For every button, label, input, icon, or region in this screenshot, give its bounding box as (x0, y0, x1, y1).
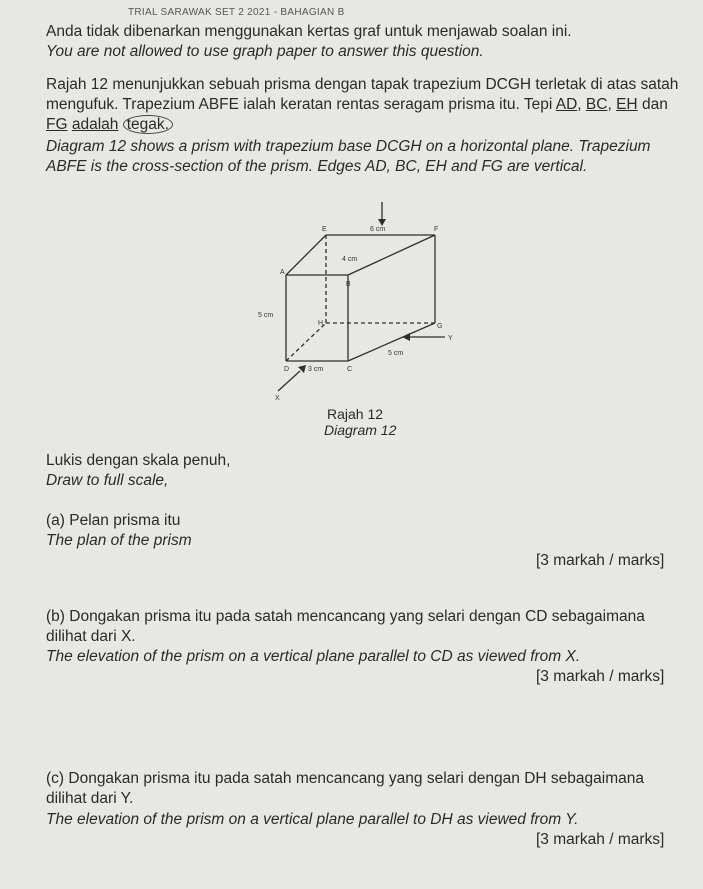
question-malay-line3: FG adalah tegak. (46, 115, 173, 135)
part-c-marks: [3 markah / marks] (536, 831, 665, 848)
label-c: C (347, 366, 353, 373)
question-english-line2: ABFE is the cross-section of the prism. Edges AD, BC, EH and FG are vertical. (46, 158, 588, 175)
question-malay-line2: mengufuk. Trapezium ABFE ialah keratan rentas seragam prisma itu. Tepi AD, BC, EH dan (46, 96, 668, 113)
label-g: G (437, 323, 443, 330)
circled-tegak: tegak. (123, 115, 173, 134)
diagram-caption-malay: Rajah 12 (327, 406, 384, 422)
prism-diagram (240, 195, 480, 410)
arrow-x-line (278, 371, 300, 391)
part-b-marks: [3 markah / marks] (536, 668, 665, 685)
label-d: D (284, 366, 290, 373)
part-a-english: The plan of the prism (46, 532, 192, 549)
label-y: Y (448, 335, 453, 342)
label-a: A (280, 269, 285, 276)
dim-cg: 5 cm (388, 350, 404, 357)
edge-dh (286, 323, 326, 361)
part-b-malay-line2: dilihat dari X. (46, 628, 136, 645)
part-c-malay-line1: (c) Dongakan prisma itu pada satah mencancang yang selari dengan DH sebagaimana (46, 770, 644, 787)
edge-bf (348, 235, 435, 275)
dim-ef: 6 cm (370, 226, 386, 233)
part-a-malay: (a) Pelan prisma itu (46, 512, 181, 529)
question-english-line1: Diagram 12 shows a prism with trapezium base DCGH on a horizontal plane. Trapezium (46, 138, 651, 155)
edge-fg: FG (46, 116, 68, 133)
arrow-top-head (378, 219, 386, 226)
label-x: X (275, 395, 280, 402)
edge-ad: AD (555, 96, 578, 113)
part-a-marks: [3 markah / marks] (536, 552, 665, 569)
instruction-malay: Anda tidak dibenarkan menggunakan kertas graf untuk menjawab soalan ini. (46, 23, 572, 40)
draw-instruction-english: Draw to full scale, (46, 472, 169, 489)
label-h: H (318, 320, 324, 327)
part-b-malay-line1: (b) Dongakan prisma itu pada satah mencancang yang selari dengan CD sebagaimana (46, 608, 645, 625)
label-f: F (434, 226, 439, 233)
paper-header: TRIAL SARAWAK SET 2 2021 - BAHAGIAN B (128, 7, 345, 18)
question-malay-line1: Rajah 12 menunjukkan sebuah prisma dengan tapak trapezium DCGH terletak di atas satah (46, 76, 679, 93)
edge-eh: EH (616, 96, 638, 113)
part-c-malay-line2: dilihat dari Y. (46, 790, 134, 807)
dim-ad: 5 cm (258, 312, 274, 319)
instruction-english: You are not allowed to use graph paper to answer this question. (46, 43, 484, 60)
edge-ae (286, 235, 326, 275)
label-e: E (322, 226, 327, 233)
diagram-caption-english: Diagram 12 (324, 422, 397, 438)
dim-ab: 4 cm (342, 256, 358, 263)
edge-bc: BC (585, 96, 608, 113)
draw-instruction-malay: Lukis dengan skala penuh, (46, 452, 231, 469)
part-b-english: The elevation of the prism on a vertical plane parallel to CD as viewed from X. (46, 648, 581, 665)
arrow-y-head (402, 333, 410, 341)
label-b: B (346, 281, 351, 288)
dim-dc: 3 cm (308, 366, 324, 373)
part-c-english: The elevation of the prism on a vertical plane parallel to DH as viewed from Y. (46, 811, 579, 828)
